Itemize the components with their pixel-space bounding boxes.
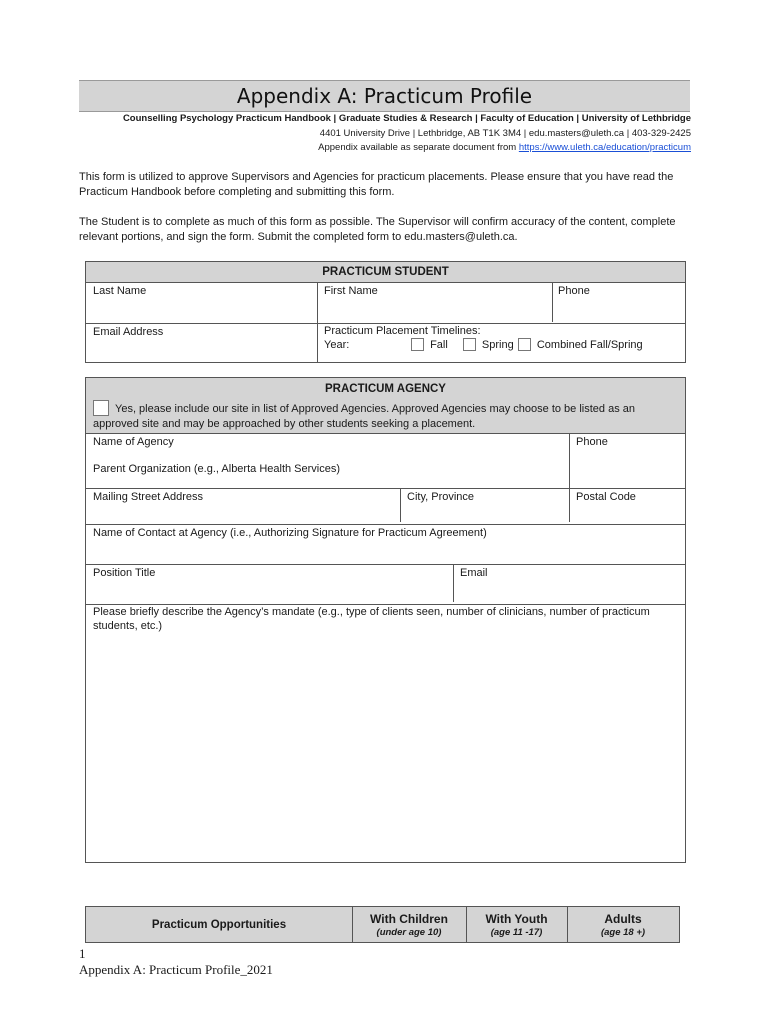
agency-mandate-field[interactable] <box>87 636 684 861</box>
mailing-address-field[interactable] <box>87 489 399 523</box>
parent-organization-field[interactable] <box>87 461 568 487</box>
student-phone-field[interactable] <box>553 283 685 322</box>
placement-timelines-label: Practicum Placement Timelines: <box>324 325 481 337</box>
agency-name-label: Name of Agency <box>93 436 174 448</box>
last-name-field[interactable] <box>87 283 316 322</box>
student-email-label: Email Address <box>93 326 164 338</box>
page-title: Appendix A: Practicum Profile <box>79 80 690 112</box>
practicum-link[interactable]: https://www.uleth.ca/education/practicum <box>518 142 691 153</box>
practicum-opportunities-heading: Practicum Opportunities <box>151 919 287 931</box>
approved-agency-checkbox[interactable] <box>93 400 109 416</box>
approved-agency-consent-text: Yes, please include our site in list of Approved Agencies. Approved Agencies may choose to be listed as an approved site and may be approached by other students seeking a placement. <box>93 403 635 430</box>
with-children-age: (under age 10) <box>376 927 442 938</box>
approved-agency-consent <box>93 400 673 432</box>
with-youth-column <box>466 907 567 942</box>
position-title-field[interactable] <box>87 565 452 603</box>
spring-label: Spring <box>481 339 514 351</box>
agency-name-field[interactable] <box>87 434 568 460</box>
practicum-student-section <box>85 261 686 363</box>
term-options <box>411 338 643 352</box>
header-address-line: 4401 University Drive | Lethbridge, AB T1K 3M4 | edu.masters@uleth.ca | 403-329-2425 <box>319 128 691 139</box>
header-appendix-text: Appendix available as separate document from <box>318 142 519 153</box>
last-name-label: Last Name <box>93 285 147 297</box>
agency-contact-field[interactable] <box>87 525 684 563</box>
mailing-address-label: Mailing Street Address <box>93 491 204 503</box>
practicum-agency-heading: PRACTICUM AGENCY <box>325 383 446 395</box>
postal-code-label: Postal Code <box>576 491 636 503</box>
city-province-label: City, Province <box>407 491 475 503</box>
parent-organization-label: Parent Organization (e.g., Alberta Health Services) <box>93 463 341 475</box>
practicum-agency-section <box>85 377 686 863</box>
with-children-title: With Children <box>370 912 448 926</box>
adults-age: (age 18 +) <box>600 927 646 938</box>
first-name-label: First Name <box>324 285 378 297</box>
document-footer: Appendix A: Practicum Profile_2021 <box>79 962 273 977</box>
header-handbook-line: Counselling Psychology Practicum Handbook | Graduate Studies & Research | Faculty of Education | University of Lethbridge <box>122 113 691 124</box>
intro-paragraph-2: The Student is to complete as much of this form as possible. The Supervisor will confirm accuracy of the content, complete relevant portions, and sign the form. Submit the completed form to edu.masters@uleth.ca. <box>79 216 676 243</box>
first-name-field[interactable] <box>318 283 551 322</box>
practicum-student-heading: PRACTICUM STUDENT <box>86 262 685 282</box>
with-youth-title: With Youth <box>485 912 548 926</box>
student-phone-label: Phone <box>558 285 590 297</box>
page-number: 1 <box>79 946 86 961</box>
year-label: Year: <box>324 339 350 351</box>
agency-email-field[interactable] <box>454 565 684 603</box>
city-province-field[interactable] <box>401 489 568 523</box>
adults-column <box>567 907 679 942</box>
adults-title: Adults <box>604 912 642 926</box>
agency-phone-label: Phone <box>576 436 608 448</box>
position-title-label: Position Title <box>93 567 156 579</box>
practicum-opportunities-header <box>85 906 680 943</box>
fall-label: Fall <box>430 339 448 351</box>
intro-paragraph-1: This form is utilized to approve Supervisors and Agencies for practicum placements. Please ensure that you have read the Practicum Handbook before completing and submitting this form. <box>79 171 674 198</box>
spring-checkbox[interactable] <box>463 338 476 351</box>
agency-email-label: Email <box>460 567 488 579</box>
agency-phone-field[interactable] <box>570 434 685 487</box>
student-email-field[interactable] <box>87 324 316 362</box>
with-children-column <box>352 907 466 942</box>
header-appendix-line <box>79 142 691 153</box>
combined-checkbox[interactable] <box>518 338 531 351</box>
combined-label: Combined Fall/Spring <box>536 339 643 351</box>
agency-mandate-label: Please briefly describe the Agency’s mandate (e.g., type of clients seen, number of clinicians, number of practicum students, etc.) <box>93 606 650 632</box>
agency-contact-label: Name of Contact at Agency (i.e., Authorizing Signature for Practicum Agreement) <box>93 527 487 539</box>
fall-checkbox[interactable] <box>411 338 424 351</box>
postal-code-field[interactable] <box>570 489 685 523</box>
with-youth-age: (age 11 -17) <box>490 927 543 938</box>
